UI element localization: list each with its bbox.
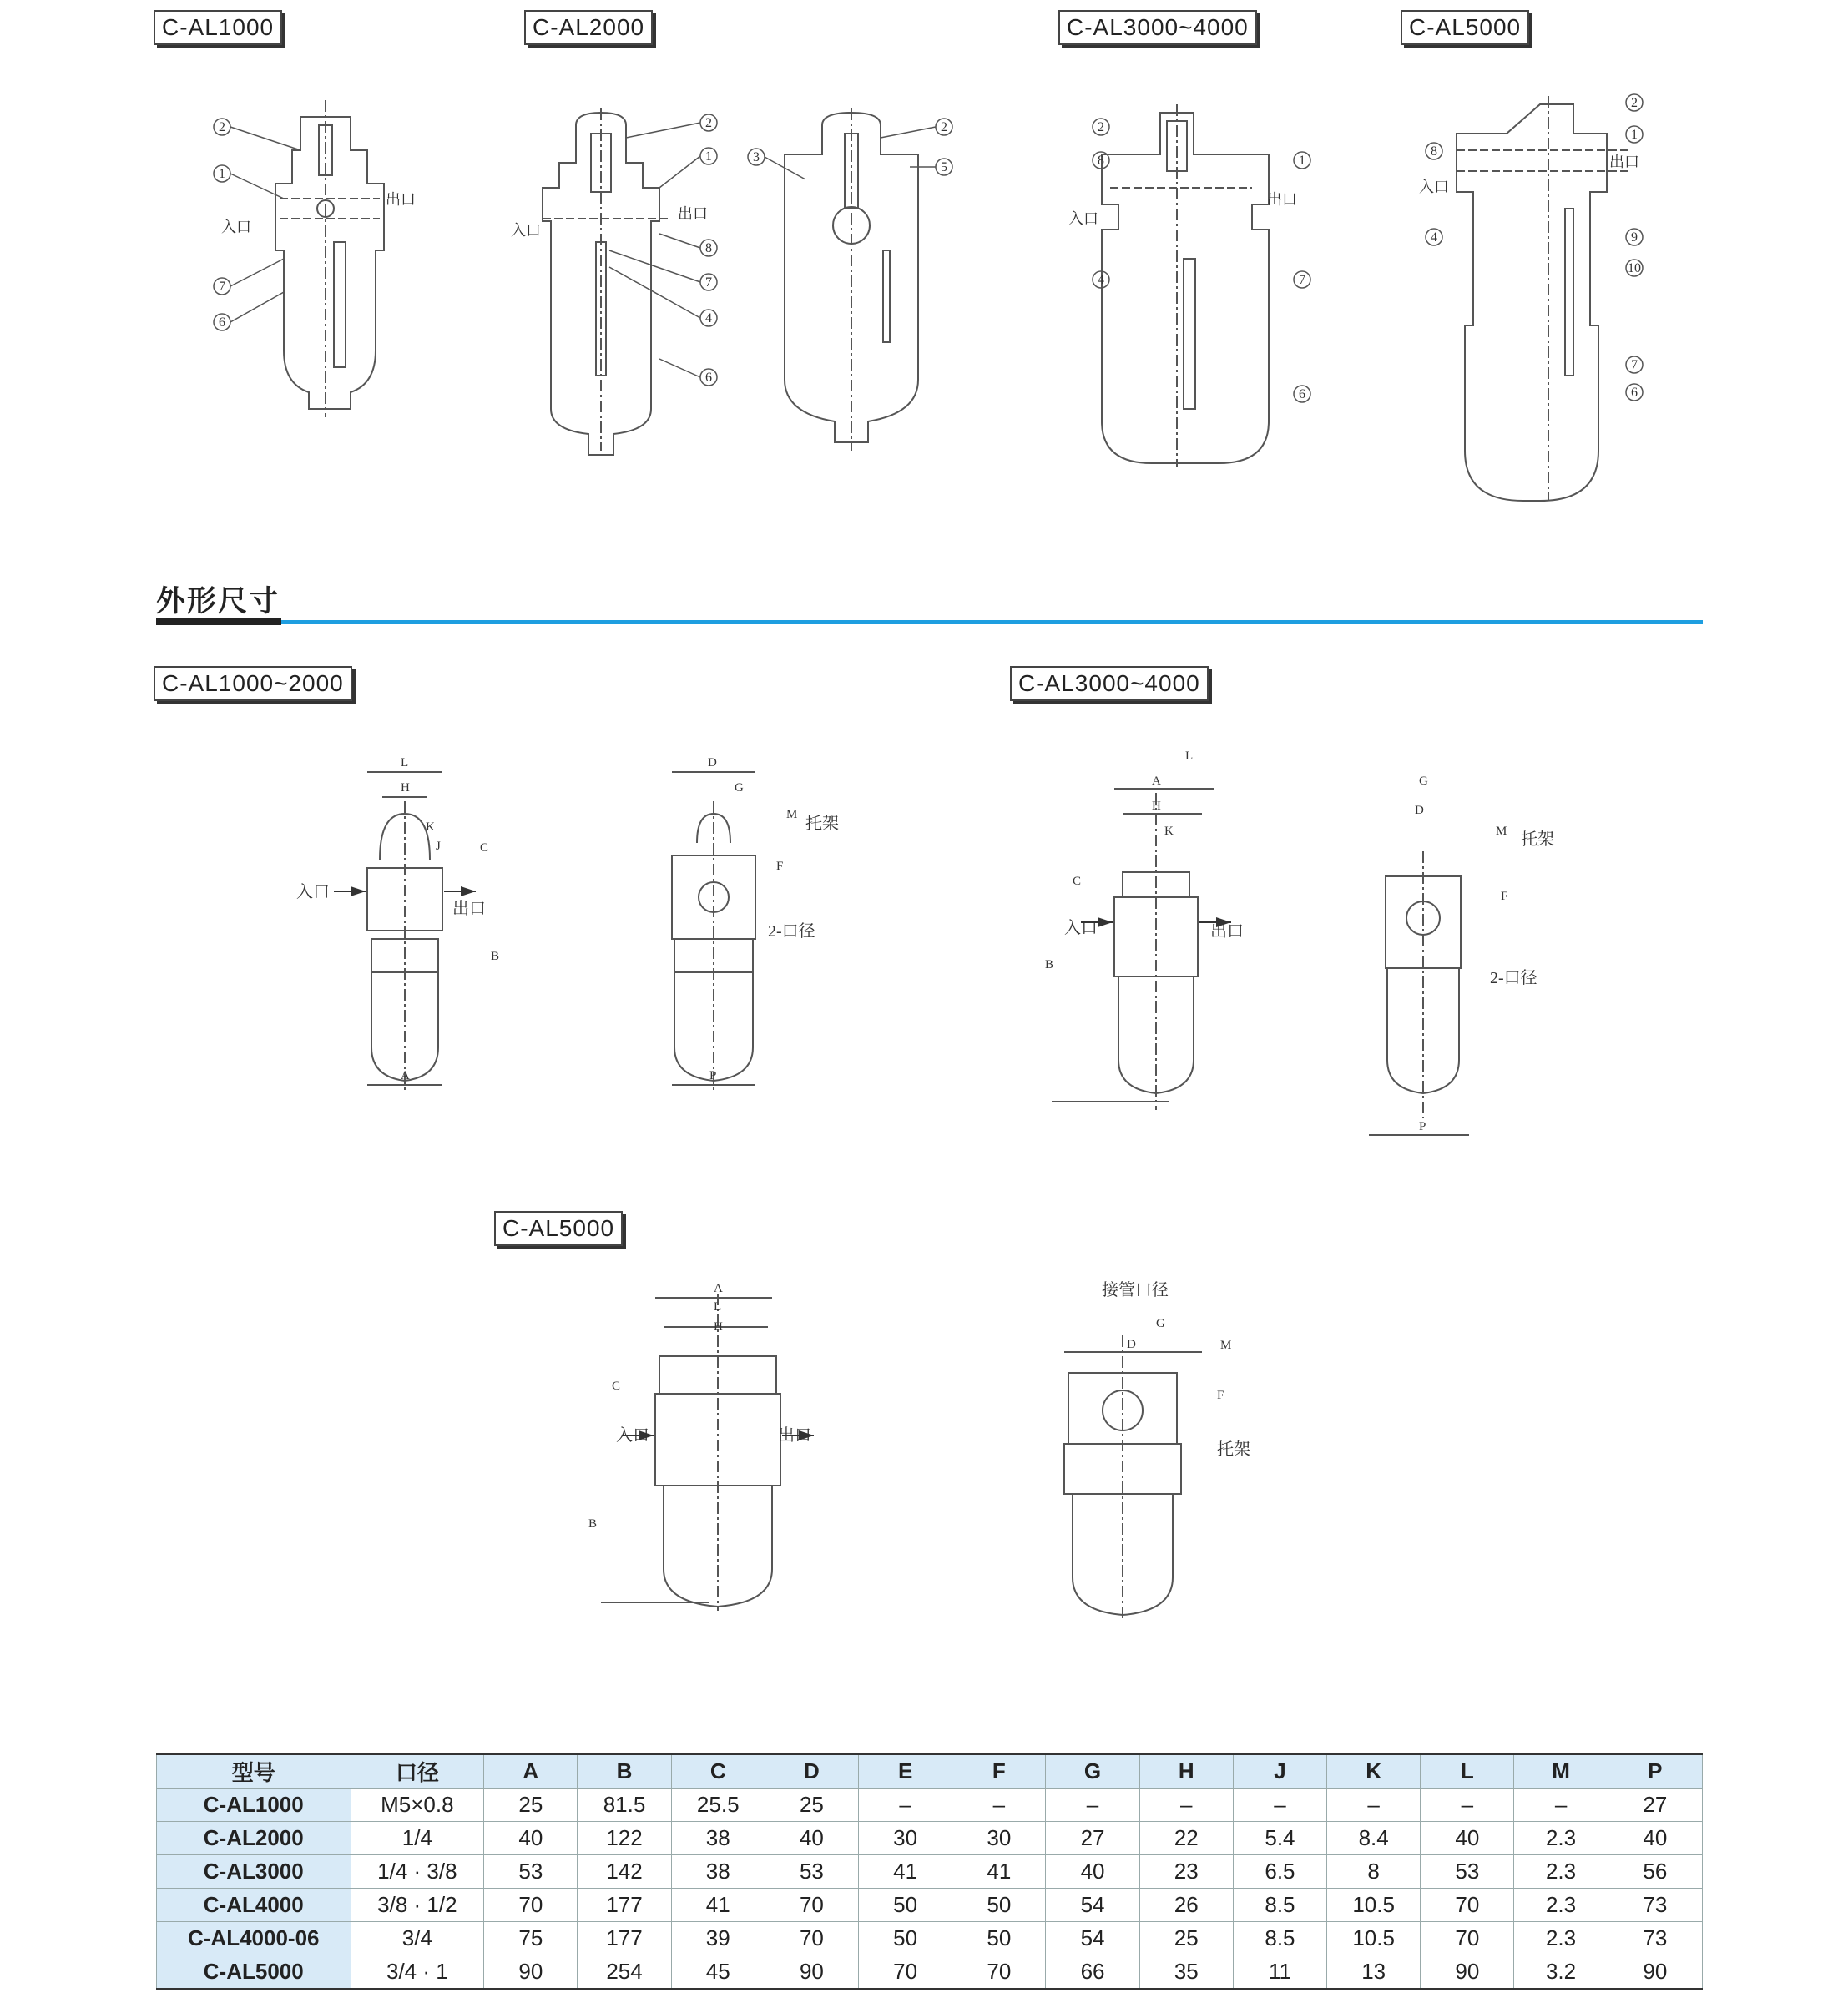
table-cell: 177 — [578, 1922, 671, 1955]
dim-H3: F — [1217, 1389, 1224, 1402]
model-tag-al3000-4000: C-AL3000~4000 — [1058, 10, 1257, 45]
table-cell: – — [1421, 1789, 1514, 1822]
outlet-label-5: 出口 — [452, 900, 486, 918]
table-cell: 70 — [765, 1889, 858, 1922]
header-B: B — [578, 1754, 671, 1789]
table-cell: 8.5 — [1233, 1922, 1326, 1955]
inlet-label-7: 入口 — [616, 1426, 649, 1445]
callout-markers — [214, 94, 1643, 402]
outlet-label-1: 出口 — [386, 191, 416, 208]
callout-2b: 2 — [705, 116, 712, 130]
table-row — [157, 1789, 1703, 1822]
table-cell: 2.3 — [1514, 1922, 1608, 1955]
dim-A3: A — [714, 1282, 723, 1295]
table-cell: 40 — [1046, 1855, 1139, 1889]
table-cell: 2.3 — [1514, 1822, 1608, 1855]
header-port: 口径 — [351, 1754, 484, 1789]
table-cell: 38 — [671, 1855, 765, 1889]
dim-B3: B — [588, 1517, 598, 1531]
header-J: J — [1233, 1754, 1326, 1789]
dim-F3: G — [1156, 1317, 1165, 1330]
table-cell: 254 — [578, 1955, 671, 1990]
dim-L2: L — [1185, 749, 1194, 763]
callout-1d: 1 — [1299, 154, 1305, 168]
dim-C2: C — [1073, 875, 1082, 888]
bracket-label-3: 托架 — [1217, 1440, 1250, 1459]
callout-10e: 10 — [1628, 261, 1641, 275]
table-cell: 8.4 — [1327, 1822, 1421, 1855]
table-cell-model: C-AL4000-06 — [157, 1922, 351, 1955]
callout-7: 7 — [219, 280, 225, 294]
table-cell: 177 — [578, 1889, 671, 1922]
section-view-al3000-4000 — [1102, 104, 1269, 467]
table-cell: 45 — [671, 1955, 765, 1990]
spec-table — [156, 1753, 1703, 1990]
dim-K: K — [426, 820, 435, 834]
table-cell: 27 — [1608, 1789, 1702, 1822]
table-cell: 41 — [671, 1889, 765, 1922]
callout-8e: 8 — [1431, 144, 1437, 159]
outlet-label-3: 出口 — [1267, 191, 1297, 208]
dim-P2: P — [1419, 1120, 1426, 1133]
table-cell: 3/4 — [351, 1922, 484, 1955]
inlet-label-5: 入口 — [296, 883, 330, 901]
table-cell: 13 — [1327, 1955, 1421, 1990]
table-cell: 54 — [1046, 1889, 1139, 1922]
table-cell: 25 — [484, 1789, 578, 1822]
table-row — [157, 1889, 1703, 1922]
table-cell: 54 — [1046, 1922, 1139, 1955]
table-cell: 70 — [952, 1955, 1046, 1990]
model-tag-al1000: C-AL1000 — [154, 10, 282, 45]
callout-6: 6 — [219, 315, 225, 330]
table-cell: 8 — [1327, 1855, 1421, 1889]
callout-6b: 6 — [705, 371, 712, 385]
dim-G: H — [401, 781, 410, 795]
port-label-1: 2-口径 — [768, 922, 815, 941]
outlet-label-7: 出口 — [778, 1426, 811, 1445]
table-cell: – — [1327, 1789, 1421, 1822]
table-cell: 81.5 — [578, 1789, 671, 1822]
callout-8d: 8 — [1098, 154, 1104, 168]
model-tag-al5000: C-AL5000 — [1401, 10, 1529, 45]
section-view-al5000 — [1457, 96, 1632, 501]
table-cell: 3/4 · 1 — [351, 1955, 484, 1990]
table-cell: 2.3 — [1514, 1889, 1608, 1922]
table-cell: 26 — [1139, 1889, 1233, 1922]
table-cell: 30 — [952, 1822, 1046, 1855]
table-cell: 122 — [578, 1822, 671, 1855]
table-cell: 75 — [484, 1922, 578, 1955]
header-A: A — [484, 1754, 578, 1789]
inlet-label-3: 入口 — [1068, 210, 1098, 227]
inlet-label-6: 入口 — [1064, 919, 1098, 937]
table-cell: 38 — [671, 1822, 765, 1855]
table-cell: 70 — [1421, 1889, 1514, 1922]
table-cell: 10.5 — [1327, 1889, 1421, 1922]
dim-D3: D — [1127, 1338, 1136, 1351]
dim-F2: G — [1419, 774, 1428, 788]
callout-6d: 6 — [1299, 387, 1305, 401]
table-cell: 142 — [578, 1855, 671, 1889]
dim-L3: L — [714, 1300, 722, 1314]
table-cell: 50 — [952, 1922, 1046, 1955]
dim-D: D — [708, 756, 717, 769]
callout-1: 1 — [219, 167, 225, 181]
table-cell: – — [952, 1789, 1046, 1822]
table-cell: 56 — [1608, 1855, 1702, 1889]
table-header-row — [157, 1754, 1703, 1789]
callout-2c: 2 — [941, 120, 947, 134]
table-cell: 3.2 — [1514, 1955, 1608, 1990]
dim-F: G — [735, 781, 744, 795]
table-cell-model: C-AL1000 — [157, 1789, 351, 1822]
header-model: 型号 — [157, 1754, 351, 1789]
dim-H2: F — [1501, 890, 1508, 903]
table-cell: 66 — [1046, 1955, 1139, 1990]
table-cell: – — [1046, 1789, 1139, 1822]
table-cell: 73 — [1608, 1889, 1702, 1922]
section-view-al2000-b — [785, 108, 918, 451]
table-cell: 41 — [859, 1855, 952, 1889]
table-cell: 53 — [1421, 1855, 1514, 1889]
table-cell: 39 — [671, 1922, 765, 1955]
table-cell: – — [1514, 1789, 1608, 1822]
table-cell: 70 — [765, 1922, 858, 1955]
table-cell: 41 — [952, 1855, 1046, 1889]
dim-tag-al5000: C-AL5000 — [494, 1211, 623, 1246]
dim-G2: H — [1152, 800, 1161, 813]
table-cell: 8.5 — [1233, 1889, 1326, 1922]
callout-7e: 7 — [1631, 358, 1638, 372]
dim-view-al5000-side — [1064, 1335, 1202, 1619]
table-cell: 50 — [952, 1889, 1046, 1922]
dim-K2: K — [1164, 825, 1174, 838]
table-cell: 1/4 — [351, 1822, 484, 1855]
table-cell: 70 — [859, 1955, 952, 1990]
bracket-label-2: 托架 — [1521, 830, 1554, 849]
table-cell: – — [859, 1789, 952, 1822]
table-cell: 90 — [765, 1955, 858, 1990]
outlet-label-2: 出口 — [678, 205, 708, 222]
table-cell: 40 — [484, 1822, 578, 1855]
dim-A2: A — [1152, 774, 1161, 788]
table-cell: – — [1139, 1789, 1233, 1822]
callout-4b: 4 — [705, 311, 712, 325]
dim-view-al3000-4000-side — [1369, 851, 1469, 1135]
table-row — [157, 1855, 1703, 1889]
table-cell: 53 — [765, 1855, 858, 1889]
callout-7d: 7 — [1299, 273, 1305, 287]
dim-P: P — [709, 1069, 717, 1082]
table-cell: 35 — [1139, 1955, 1233, 1990]
table-row — [157, 1922, 1703, 1955]
table-cell: 53 — [484, 1855, 578, 1889]
header-D: D — [765, 1754, 858, 1789]
callout-2: 2 — [219, 120, 225, 134]
dim-view-al3000-4000-front — [1052, 789, 1214, 1110]
port-label-2: 2-口径 — [1490, 969, 1537, 987]
table-cell: 11 — [1233, 1955, 1326, 1990]
table-cell: 50 — [859, 1922, 952, 1955]
dim-A: A — [401, 1069, 410, 1082]
table-row — [157, 1955, 1703, 1990]
table-cell: 10.5 — [1327, 1922, 1421, 1955]
inlet-label-4: 入口 — [1419, 179, 1449, 195]
dim-J: J — [436, 840, 441, 853]
dim-M3: M — [1220, 1339, 1232, 1352]
table-cell: 70 — [484, 1889, 578, 1922]
table-cell: 40 — [765, 1822, 858, 1855]
table-cell-model: C-AL2000 — [157, 1822, 351, 1855]
table-cell: 25 — [1139, 1922, 1233, 1955]
dim-view-al5000-front — [601, 1294, 780, 1611]
callout-7b: 7 — [705, 275, 712, 290]
bracket-label-1: 托架 — [805, 815, 839, 833]
dim-C: C — [480, 841, 489, 855]
table-cell-model: C-AL4000 — [157, 1889, 351, 1922]
pipe-port-label: 接管口径 — [1102, 1281, 1169, 1299]
dim-M: M — [786, 808, 798, 821]
callout-5c: 5 — [941, 160, 947, 174]
callout-4e: 4 — [1431, 230, 1437, 245]
dim-D2: D — [1415, 804, 1424, 817]
table-cell: 2.3 — [1514, 1855, 1608, 1889]
table-cell: 27 — [1046, 1822, 1139, 1855]
table-cell: 5.4 — [1233, 1822, 1326, 1855]
callout-9e: 9 — [1631, 230, 1638, 245]
dim-L: L — [401, 756, 409, 769]
callout-2e: 2 — [1631, 96, 1638, 110]
table-cell: 50 — [859, 1889, 952, 1922]
dim-tag-al3000-4000: C-AL3000~4000 — [1010, 666, 1209, 701]
callout-6e: 6 — [1631, 386, 1638, 400]
header-M: M — [1514, 1754, 1608, 1789]
table-cell: 40 — [1608, 1822, 1702, 1855]
section-title: 外形尺寸 — [156, 585, 280, 618]
header-K: K — [1327, 1754, 1421, 1789]
inlet-label-2: 入口 — [511, 222, 541, 239]
dim-M2: M — [1496, 825, 1507, 838]
header-E: E — [859, 1754, 952, 1789]
dim-B2: B — [1045, 958, 1054, 971]
dim-G3: H — [714, 1320, 723, 1334]
table-cell: 6.5 — [1233, 1855, 1326, 1889]
callout-3c: 3 — [753, 150, 760, 164]
callout-4d: 4 — [1098, 273, 1104, 287]
header-C: C — [671, 1754, 765, 1789]
table-cell: 1/4 · 3/8 — [351, 1855, 484, 1889]
table-cell: 3/8 · 1/2 — [351, 1889, 484, 1922]
callout-1b: 1 — [705, 149, 712, 164]
dim-H: F — [776, 860, 784, 873]
header-L: L — [1421, 1754, 1514, 1789]
dim-view-al1000-2000-side — [672, 772, 755, 1093]
callout-8b: 8 — [705, 241, 712, 255]
section-view-al2000-a — [543, 108, 668, 455]
inlet-label-1: 入口 — [221, 219, 251, 235]
table-cell: M5×0.8 — [351, 1789, 484, 1822]
dim-B: B — [491, 950, 500, 963]
dim-tag-al1000-2000: C-AL1000~2000 — [154, 666, 352, 701]
callout-2d: 2 — [1098, 120, 1104, 134]
table-cell: 40 — [1421, 1822, 1514, 1855]
header-H: H — [1139, 1754, 1233, 1789]
table-cell: 73 — [1608, 1922, 1702, 1955]
table-cell-model: C-AL5000 — [157, 1955, 351, 1990]
table-row — [157, 1822, 1703, 1855]
model-tag-al2000: C-AL2000 — [524, 10, 653, 45]
table-cell: 25 — [765, 1789, 858, 1822]
table-cell: 90 — [484, 1955, 578, 1990]
table-cell: 22 — [1139, 1822, 1233, 1855]
header-G: G — [1046, 1754, 1139, 1789]
dim-C3: C — [612, 1380, 621, 1393]
table-cell: 25.5 — [671, 1789, 765, 1822]
header-F: F — [952, 1754, 1046, 1789]
callout-1e: 1 — [1631, 128, 1638, 142]
table-cell: 70 — [1421, 1922, 1514, 1955]
table-cell: – — [1233, 1789, 1326, 1822]
table-cell-model: C-AL3000 — [157, 1855, 351, 1889]
outlet-label-4: 出口 — [1609, 154, 1639, 170]
table-cell: 30 — [859, 1822, 952, 1855]
table-cell: 90 — [1421, 1955, 1514, 1990]
table-cell: 90 — [1608, 1955, 1702, 1990]
outlet-label-6: 出口 — [1210, 922, 1244, 941]
header-P: P — [1608, 1754, 1702, 1789]
table-cell: 23 — [1139, 1855, 1233, 1889]
